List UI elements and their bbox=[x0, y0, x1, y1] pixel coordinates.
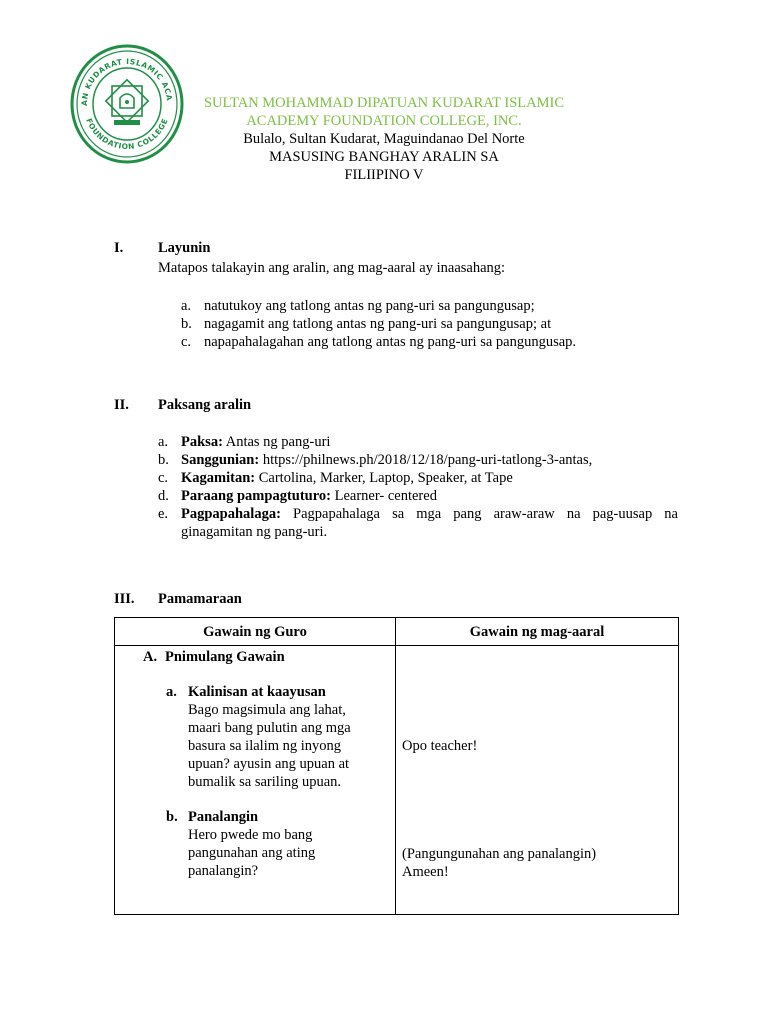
list-marker: b. bbox=[181, 316, 192, 332]
section-heading: Pamamaraan bbox=[158, 591, 242, 607]
list-marker: c. bbox=[158, 470, 169, 486]
school-address: Bulalo, Sultan Kudarat, Maguindanao Del Norte bbox=[243, 131, 525, 147]
part-title: Pnimulang Gawain bbox=[165, 649, 285, 665]
teacher-cell bbox=[115, 646, 396, 915]
list-item bbox=[181, 297, 576, 315]
list-item-text: Antas ng pang-uri bbox=[222, 434, 331, 450]
activity-title: Panalangin bbox=[188, 809, 259, 825]
section-heading: Layunin bbox=[158, 240, 211, 256]
list-marker: c. bbox=[181, 334, 192, 350]
column-header-student: Gawain ng mag-aaral bbox=[396, 618, 679, 646]
activity-kalinisan bbox=[188, 683, 388, 791]
list-item bbox=[158, 505, 678, 541]
student-cell bbox=[396, 646, 679, 915]
activity-line: bumalik sa sariling upuan. bbox=[188, 774, 342, 790]
section-number: III. bbox=[114, 591, 135, 607]
activity-line: Bago magsimula ang lahat, bbox=[188, 702, 346, 718]
logo-text-top: AN KUDARAT ISLAMIC ACA bbox=[79, 56, 174, 107]
list-item-label: Pagpapahalaga: bbox=[181, 506, 281, 522]
procedure-table bbox=[114, 617, 679, 915]
list-item-text: Cartolina, Marker, Laptop, Speaker, at Tape bbox=[255, 470, 513, 486]
activity-panalangin bbox=[188, 808, 388, 880]
list-marker: a. bbox=[181, 298, 192, 314]
activity-line: Hero pwede mo bang bbox=[188, 827, 313, 843]
activity-line: upuan? ayusin ang upuan at bbox=[188, 756, 350, 772]
list-item-text: nagagamit ang tatlong antas ng pang-uri sa pangungusap; at bbox=[204, 316, 552, 332]
list-item-label: Paraang pampagtuturo: bbox=[181, 488, 331, 504]
section-intro: Matapos talakayin ang aralin, ang mag-aaral ay inaasahang: bbox=[158, 260, 506, 276]
activity-marker: a. bbox=[166, 684, 177, 700]
list-item-text: natutukoy ang tatlong antas ng pang-uri sa pangungusap; bbox=[204, 298, 535, 314]
column-header-teacher: Gawain ng Guro bbox=[115, 618, 396, 646]
student-response: Opo teacher! bbox=[402, 738, 478, 754]
list-item-label: Kagamitan: bbox=[181, 470, 256, 486]
list-item-text: Pagpapahalaga sa mga pang araw-araw na pag-uusap na bbox=[280, 506, 678, 522]
section-number: II. bbox=[114, 397, 129, 413]
school-name-line1: SULTAN MOHAMMAD DIPATUAN KUDARAT ISLAMIC bbox=[203, 95, 565, 111]
student-response: Ameen! bbox=[402, 864, 449, 880]
list-item bbox=[158, 451, 678, 469]
activity-line: maari bang pulutin ang mga bbox=[188, 720, 351, 736]
student-response: (Pangungunahan ang panalangin) bbox=[402, 846, 597, 862]
activity-line: basura sa ilalim ng inyong bbox=[188, 738, 342, 754]
reference-link: https://philnews.ph/2018/12/18/pang-uri-tatlong-3-antas, bbox=[259, 452, 593, 468]
part-marker: A. bbox=[143, 649, 158, 665]
list-item-text-continued: ginagamitan ng pang-uri. bbox=[181, 524, 328, 540]
list-item bbox=[158, 469, 678, 487]
list-item bbox=[158, 487, 678, 505]
school-name-line2: ACADEMY FOUNDATION COLLEGE, INC. bbox=[246, 113, 522, 129]
list-item-text: napapahalagahan ang tatlong antas ng pang-uri sa pangungusap. bbox=[204, 334, 577, 350]
section-heading: Paksang aralin bbox=[158, 397, 252, 413]
objectives-list bbox=[181, 297, 576, 351]
activity-title: Kalinisan at kaayusan bbox=[188, 684, 326, 700]
activity-line: panalangin? bbox=[188, 863, 259, 879]
list-item-label: Sanggunian: bbox=[181, 452, 260, 468]
logo-text-bottom: FOUNDATION COLLEGE bbox=[84, 116, 170, 152]
list-marker: d. bbox=[158, 488, 169, 504]
list-marker: b. bbox=[158, 452, 169, 468]
school-logo bbox=[70, 44, 184, 164]
list-marker: a. bbox=[158, 434, 169, 450]
document-title-line2: FILIIPINO V bbox=[344, 167, 424, 183]
section-number: I. bbox=[114, 240, 124, 256]
list-marker: e. bbox=[158, 506, 169, 522]
list-item bbox=[181, 315, 576, 333]
list-item-text: Learner- centered bbox=[330, 488, 437, 504]
table-header-row bbox=[115, 618, 679, 646]
table-row bbox=[115, 646, 679, 915]
document-header bbox=[184, 94, 584, 184]
list-item bbox=[181, 333, 576, 351]
activity-line: pangunahan ang ating bbox=[188, 845, 316, 861]
document-title-line1: MASUSING BANGHAY ARALIN SA bbox=[269, 149, 499, 165]
activity-marker: b. bbox=[166, 809, 178, 825]
list-item-label: Paksa: bbox=[181, 434, 223, 450]
topic-list bbox=[158, 433, 678, 541]
list-item bbox=[158, 433, 678, 451]
